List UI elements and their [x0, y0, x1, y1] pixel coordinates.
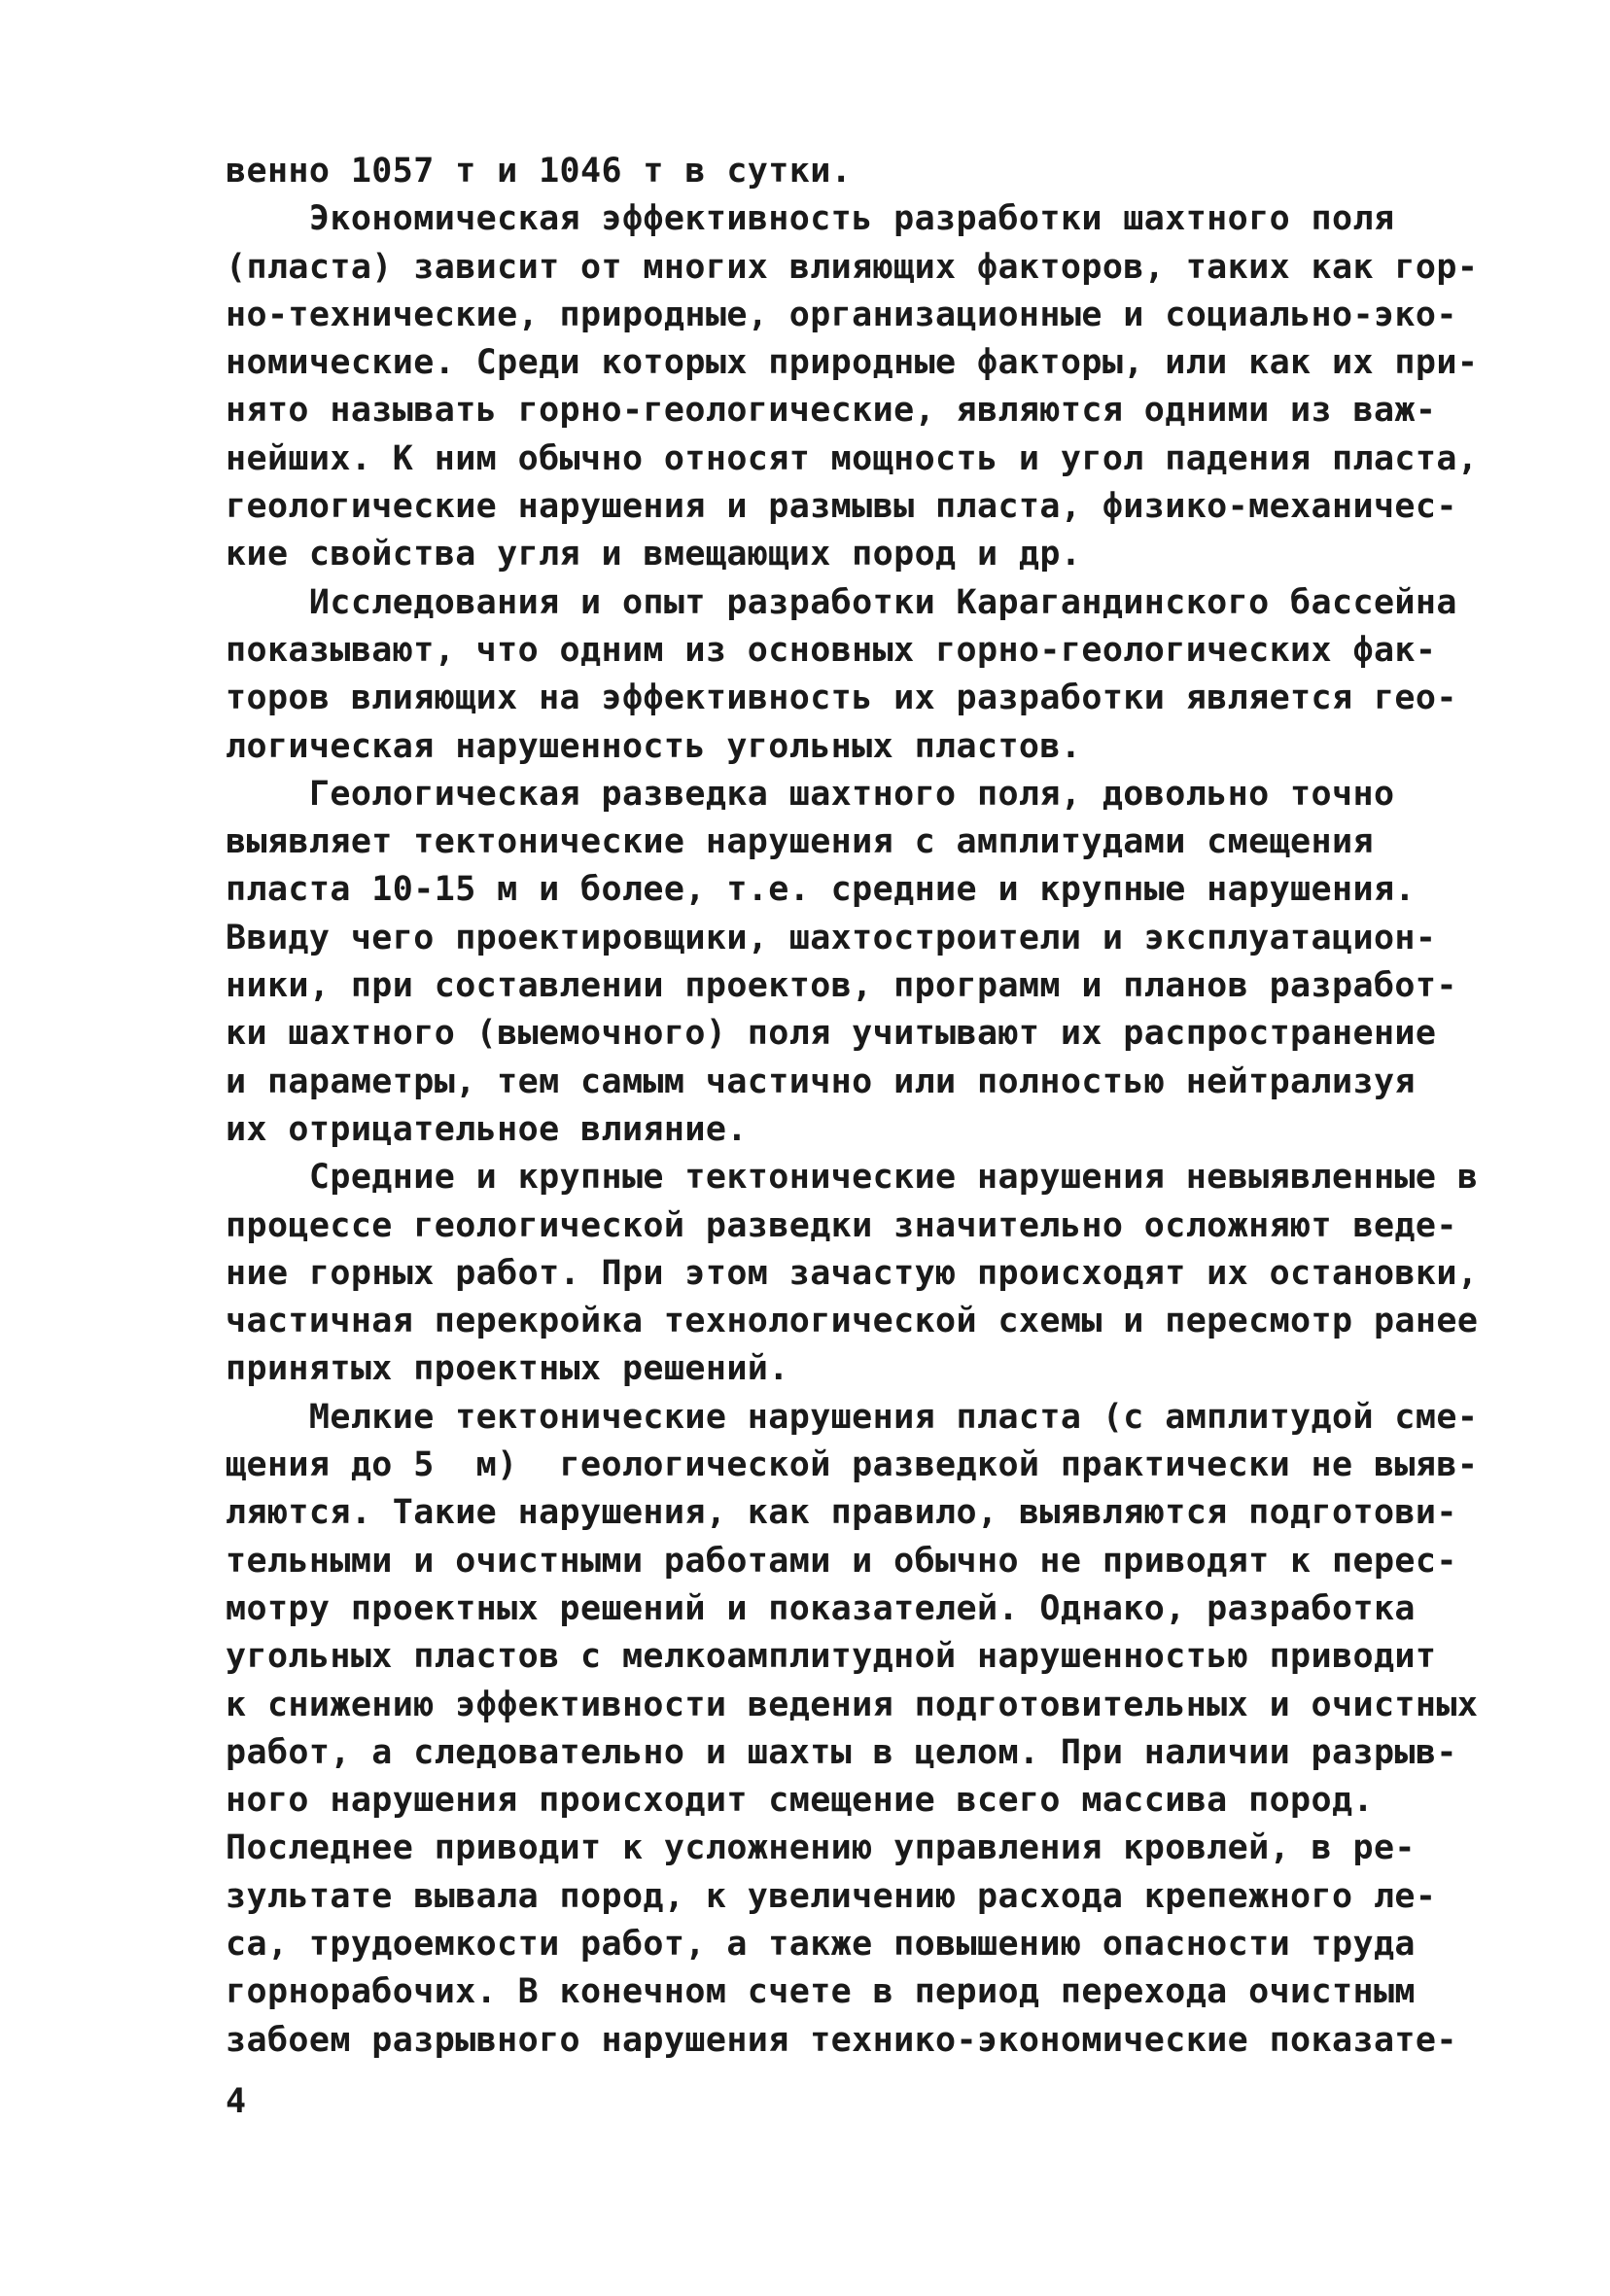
text-line: ние горных работ. При этом зачастую происходят их остановки,	[226, 1253, 1479, 1293]
text-line: ники, при составлении проектов, программ и планов разработ-	[226, 966, 1457, 1006]
body-text	[226, 148, 1479, 2065]
text-line: пласта 10-15 м и более, т.е. средние и крупные нарушения.	[226, 870, 1416, 910]
text-line: Ввиду чего проектировщики, шахтостроители и эксплуатацион-	[226, 918, 1437, 957]
text-line: забоем разрывного нарушения технико-экономические показате-	[226, 2020, 1457, 2060]
text-line: Последнее приводит к усложнению управления кровлей, в ре-	[226, 1828, 1416, 1868]
text-line: нято называть горно-геологические, являются одними из важ-	[226, 391, 1437, 431]
text-line: процессе геологической разведки значительно осложняют веде-	[226, 1205, 1457, 1245]
text-line: ки шахтного (выемочного) поля учитывают их распространение	[226, 1014, 1437, 1054]
text-line: номические. Среди которых природные факторы, или как их при-	[226, 343, 1479, 383]
page-number: 4	[226, 2082, 247, 2121]
text-line: щения до 5 м) геологической разведкой практически не выяв-	[226, 1445, 1479, 1485]
text-line: са, трудоемкости работ, а также повышению опасности труда	[226, 1924, 1416, 1964]
text-line: торов влияющих на эффективность их разработки является гео-	[226, 678, 1457, 718]
text-line: к снижению эффективности ведения подготовительных и очистных	[226, 1685, 1479, 1724]
text-line: горнорабочих. В конечном счете в период перехода очистным	[226, 1972, 1416, 2012]
text-line: тельными и очистными работами и обычно не приводят к перес-	[226, 1541, 1457, 1581]
text-line: кие свойства угля и вмещающих пород и др.	[226, 535, 1082, 574]
text-line: принятых проектных решений.	[226, 1349, 789, 1389]
text-line: показывают, что одним из основных горно-геологических фак-	[226, 630, 1437, 670]
text-line: ного нарушения происходит смещение всего массива пород.	[226, 1781, 1374, 1821]
text-line: Средние и крупные тектонические нарушения невыявленные в	[226, 1158, 1479, 1198]
text-line: (пласта) зависит от многих влияющих факторов, таких как гор-	[226, 247, 1479, 287]
text-line: угольных пластов с мелкоамплитудной нарушенностью приводит	[226, 1637, 1437, 1677]
text-line: нейших. К ним обычно относят мощность и угол падения пласта,	[226, 438, 1479, 478]
text-line: Мелкие тектонические нарушения пласта (с амплитудой сме-	[226, 1397, 1479, 1437]
text-line: частичная перекройка технологической схемы и пересмотр ранее	[226, 1302, 1479, 1341]
text-line: логическая нарушенность угольных пластов.	[226, 726, 1082, 766]
text-line: венно 1057 т и 1046 т в сутки.	[226, 152, 853, 191]
text-line: Экономическая эффективность разработки шахтного поля	[226, 199, 1395, 239]
text-line: выявляет тектонические нарушения с амплитудами смещения	[226, 822, 1374, 862]
text-line: геологические нарушения и размывы пласта, физико-механичес-	[226, 487, 1457, 527]
text-line: работ, а следовательно и шахты в целом. При наличии разрыв-	[226, 1732, 1457, 1772]
text-line: зультате вывала пород, к увеличению расхода крепежного ле-	[226, 1876, 1437, 1916]
text-line: но-технические, природные, организационные и социально-эко-	[226, 295, 1457, 334]
text-line: Геологическая разведка шахтного поля, довольно точно	[226, 774, 1395, 814]
text-line: мотру проектных решений и показателей. Однако, разработка	[226, 1588, 1416, 1628]
text-line: и параметры, тем самым частично или полностью нейтрализуя	[226, 1061, 1416, 1101]
text-line: ляются. Такие нарушения, как правило, выявляются подготови-	[226, 1493, 1457, 1533]
text-line: их отрицательное влияние.	[226, 1109, 748, 1149]
text-line: Исследования и опыт разработки Карагандинского бассейна	[226, 582, 1457, 622]
